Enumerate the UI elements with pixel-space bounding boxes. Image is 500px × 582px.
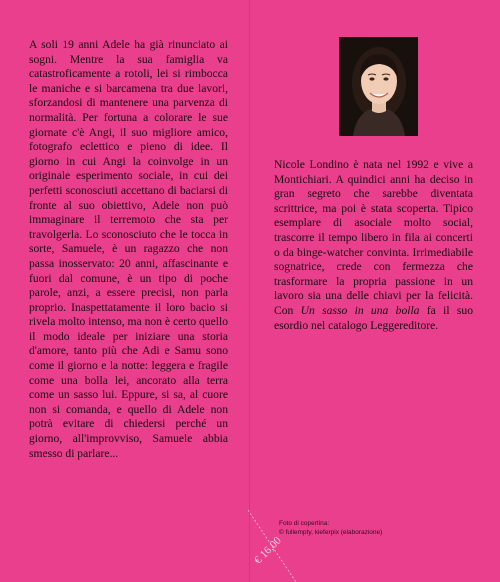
author-bio-text (274, 158, 473, 333)
author-photo (339, 37, 418, 136)
synopsis-text: A soli 19 anni Adele ha già rinunciato ai sogni. Mentre la sua famiglia va catastroficamente a rotoli, lei si rimbocca le maniche e si barcamena tra due lavori, sforzandosi di mantenere una parvenza di normalità. Per fortuna a colorare le sue giornate c'è Angi, il suo migliore amico, fotografo eclettico e pieno di idee. Il giorno in cui Angi la coinvolge in un originale esperimento sociale, in cui dei perfetti sconosciuti accettano di baciarsi di fronte al suo obiettivo, Adele non può immaginare il terremoto che sta per travolgerla. Lo sconosciuto che le tocca in sorte, Samuele, è un ragazzo che non passa inosservato: 20 anni, affascinante e fuori dal comune, è un tipo di poche parole, anzi, a essere precisi, non parla proprio. Inaspettatamente il loro bacio si rivela molto intenso, ma non è certo quello il modo ideale per iniziare una storia d'amore, tanto più che Adi e Samu sono come il giorno e la notte: leggera e fragile come una bolla lei, ancorato alla terra come un sasso lui. Eppure, si sa, al cuore non si comanda, e quello di Adele non potrà evitare di chiedersi perché un giorno, all'improvviso, Samuele abbia smesso di parlare... (29, 38, 228, 460)
credits-value: © fullempty, kieferpix (elaborazione) (279, 529, 383, 536)
price-tag: € 16,00 (252, 534, 284, 567)
author-bio-part1: Nicole Londino è nata nel 1992 e vive a Montichiari. A quindici anni ha deciso in gran segreto che sarebbe diventata scrittrice, ma poi è stata scoperta. Tipico esemplare di asociale molto social, trascorre il tempo libero in fila ai concerti o da binge-watcher convinta. Irrimediabile sognatrice, crede con fermezza che trasformare la propria passione in un lavoro sia una delle chiavi per la felicità. Con (274, 158, 473, 317)
credits-label: Foto di copertina: (279, 520, 330, 527)
synopsis-column (29, 38, 228, 461)
photo-credits (279, 519, 469, 537)
author-bio-part2: fa il suo esordio nel catalogo Leggereditore. (274, 303, 473, 332)
author-bio (274, 158, 473, 333)
fold-line (249, 0, 250, 582)
book-title: Un sasso in una bolla (300, 303, 420, 317)
